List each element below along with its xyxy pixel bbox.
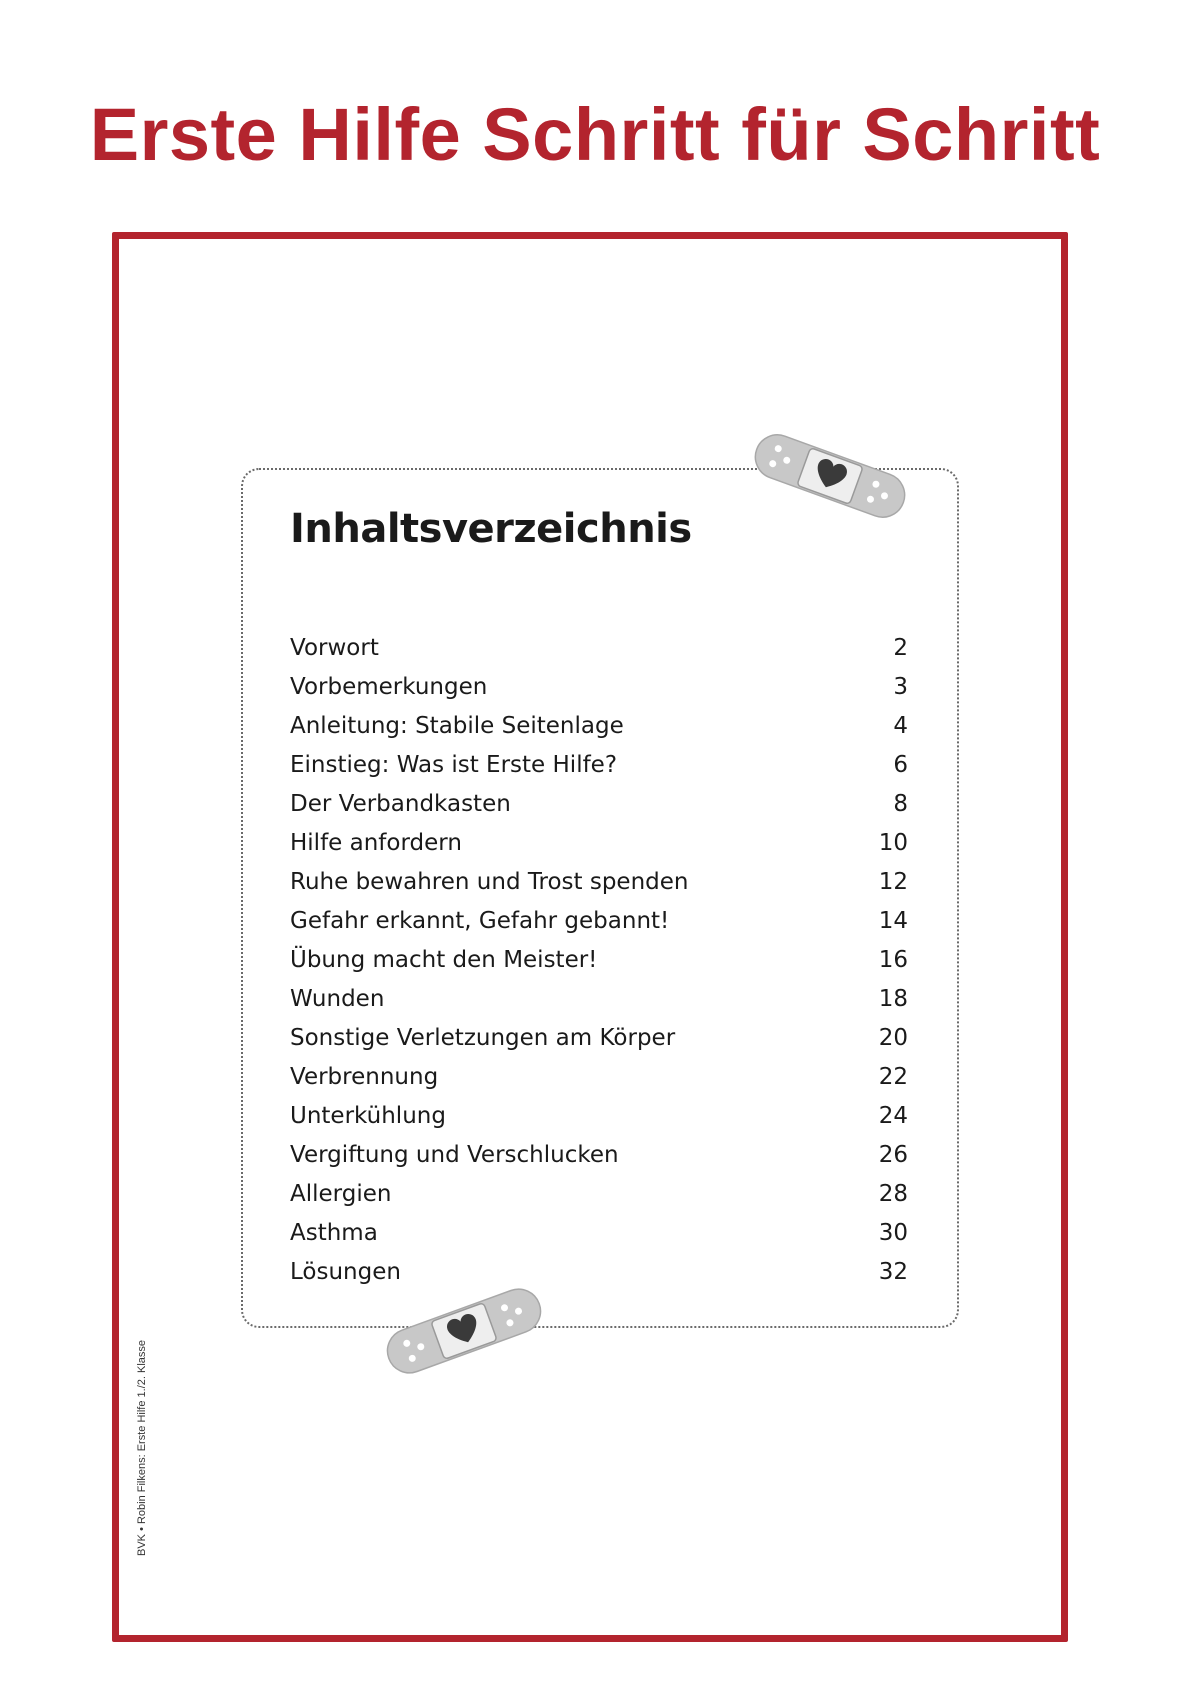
toc-item-page: 4	[893, 712, 908, 739]
toc-item-page: 10	[878, 829, 908, 856]
toc-item-page: 32	[878, 1258, 908, 1285]
toc-item-page: 2	[893, 634, 908, 661]
toc-item-page: 24	[878, 1102, 908, 1129]
toc-list	[290, 628, 908, 1291]
toc-item-label: Ruhe bewahren und Trost spenden	[290, 868, 689, 895]
page-title: Erste Hilfe Schritt für Schritt	[89, 93, 1101, 176]
toc-item-label: Sonstige Verletzungen am Körper	[290, 1024, 676, 1051]
toc-item-page: 12	[878, 868, 908, 895]
toc-item-page: 6	[893, 751, 908, 778]
bandage-heart-icon	[748, 430, 912, 522]
toc-item-page: 18	[878, 985, 908, 1012]
toc-item[interactable]	[290, 628, 908, 667]
toc-item-label: Hilfe anfordern	[290, 829, 462, 856]
toc-item-label: Gefahr erkannt, Gefahr gebannt!	[290, 907, 670, 934]
toc-item[interactable]	[290, 1096, 908, 1135]
toc-item[interactable]	[290, 706, 908, 745]
toc-item-page: 26	[878, 1141, 908, 1168]
toc-item-label: Vergiftung und Verschlucken	[290, 1141, 619, 1168]
toc-item-label: Vorbemerkungen	[290, 673, 488, 700]
toc-item[interactable]	[290, 862, 908, 901]
toc-item[interactable]	[290, 901, 908, 940]
toc-item[interactable]	[290, 940, 908, 979]
toc-item-page: 16	[878, 946, 908, 973]
toc-item-label: Asthma	[290, 1219, 378, 1246]
toc-item-page: 3	[893, 673, 908, 700]
toc-item-label: Übung macht den Meister!	[290, 946, 598, 973]
toc-item[interactable]	[290, 1135, 908, 1174]
toc-item-label: Vorwort	[290, 634, 379, 661]
toc-item-label: Verbrennung	[290, 1063, 439, 1090]
toc-item-page: 14	[878, 907, 908, 934]
toc-item-page: 28	[878, 1180, 908, 1207]
toc-item[interactable]	[290, 1057, 908, 1096]
toc-item-label: Allergien	[290, 1180, 392, 1207]
toc-heading: Inhaltsverzeichnis	[290, 506, 692, 552]
toc-item[interactable]	[290, 823, 908, 862]
toc-item[interactable]	[290, 979, 908, 1018]
toc-item-label: Der Verbandkasten	[290, 790, 511, 817]
bandage-heart-icon	[380, 1283, 548, 1379]
toc-item[interactable]	[290, 745, 908, 784]
toc-item[interactable]	[290, 1174, 908, 1213]
toc-item-page: 20	[878, 1024, 908, 1051]
toc-item-label: Wunden	[290, 985, 385, 1012]
toc-item[interactable]	[290, 667, 908, 706]
toc-item[interactable]	[290, 1018, 908, 1057]
toc-item[interactable]	[290, 1213, 908, 1252]
toc-item[interactable]	[290, 784, 908, 823]
toc-item-label: Einstieg: Was ist Erste Hilfe?	[290, 751, 618, 778]
side-credit: BVK • Robin Filkens: Erste Hilfe 1./2. Klasse	[136, 1340, 148, 1556]
toc-item-label: Unterkühlung	[290, 1102, 446, 1129]
toc-item-page: 22	[878, 1063, 908, 1090]
toc-item-page: 8	[893, 790, 908, 817]
toc-item-label: Lösungen	[290, 1258, 401, 1285]
toc-item-page: 30	[878, 1219, 908, 1246]
toc-item-label: Anleitung: Stabile Seitenlage	[290, 712, 624, 739]
